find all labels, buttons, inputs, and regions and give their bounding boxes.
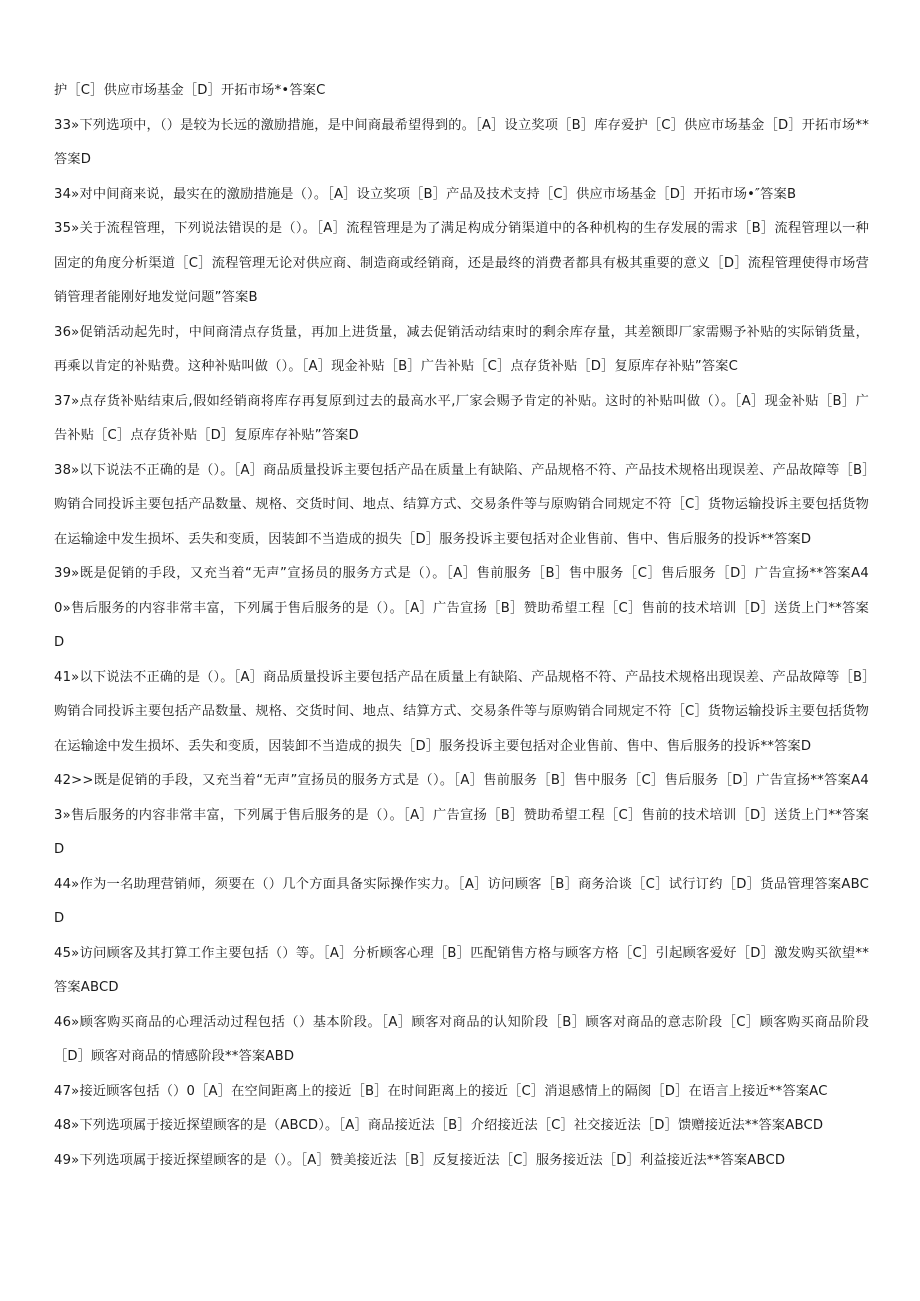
question-paragraph: 42>>既是促销的手段，又充当着“无声”宣扬员的服务方式是（）。［A］售前服务［B］售中服务［C］售后服务［D］广告宣扬**答案A43»售后服务的内容非常丰富，下列属于售后服务的是（）。［A］广告宣扬［B］赞助希望工程［C］售前的技术培训［D］送货上门**答案D (54, 773, 869, 857)
question-paragraph: 48»下列选项属于接近探望顾客的是（ABCD）。［A］商品接近法［B］介绍接近法［C］社交接近法［D］馈赠接近法**答案ABCD (54, 1118, 824, 1133)
question-list (54, 74, 869, 1178)
question-paragraph: 49»下列选项属于接近探望顾客的是（）。［A］赞美接近法［B］反复接近法［C］服务接近法［D］利益接近法**答案ABCD (54, 1152, 786, 1168)
question-paragraph: 46»顾客购买商品的心理活动过程包括（）基本阶段。［A］顾客对商品的认知阶段［B］顾客对商品的意志阶段［C］顾客购买商品阶段［D］顾客对商品的情感阶段**答案ABD (54, 1014, 869, 1064)
question-paragraph: 44»作为一名助理营销师，须要在（）几个方面具备实际操作实力。［A］访问顾客［B］商务洽谈［C］试行订约［D］货品管理答案ABCD (54, 876, 869, 926)
question-paragraph: 39»既是促销的手段，又充当着“无声”宣扬员的服务方式是（）。［A］售前服务［B］售中服务［C］售后服务［D］广告宣扬**答案A40»售后服务的内容非常丰富，下列属于售后服务的是（）。［A］广告宣扬［B］赞助希望工程［C］售前的技术培训［D］送货上门**答案D (54, 566, 869, 650)
question-paragraph: 47»接近顾客包括（）0［A］在空间距离上的接近［B］在时间距离上的接近［C］消退感情上的隔阂［D］在语言上接近**答案AC (54, 1083, 828, 1099)
question-paragraph: 41»以下说法不正确的是（）。［A］商品质量投诉主要包括产品在质量上有缺陷、产品规格不符、产品技术规格出现误差、产品故障等［B］购销合同投诉主要包括产品数量、规格、交货时间、地点、结算方式、交易条件等与原购销合同规定不符［C］货物运输投诉主要包括货物在运输途中发生损坏、丢失和变质，因装卸不当造成的损失［D］服务投诉主要包括对企业售前、售中、售后服务的投诉**答案D (54, 669, 869, 754)
question-paragraph: 45»访问顾客及其打算工作主要包括（）等。［A］分析顾客心理［B］匹配销售方格与顾客方格［C］引起顾客爱好［D］激发购买欲望**答案ABCD (54, 945, 869, 995)
question-paragraph: 38»以下说法不正确的是（）。［A］商品质量投诉主要包括产品在质量上有缺陷、产品规格不符、产品技术规格出现误差、产品故障等［B］购销合同投诉主要包括产品数量、规格、交货时间、地点、结算方式、交易条件等与原购销合同规定不符［C］货物运输投诉主要包括货物在运输途中发生损坏、丢失和变质，因装卸不当造成的损失［D］服务投诉主要包括对企业售前、售中、售后服务的投诉**答案D (54, 462, 869, 547)
question-paragraph: 34»对中间商来说，最实在的激励措施是（）。［A］设立奖项［B］产品及技术支持［C］供应市场基金［D］开拓市场•″答案B (54, 186, 797, 202)
question-paragraph: 35»关于流程管理，下列说法错误的是（）。［A］流程管理是为了满足构成分销渠道中的各种机构的生存发展的需求［B］流程管理以一种固定的角度分析渠道［C］流程管理无论对供应商、制造商或经销商，还是最终的消费者都具有极其重要的意义［D］流程管理使得市场营销管理者能刚好地发觉问题”答案B (54, 221, 869, 305)
question-paragraph: 护［C］供应市场基金［D］开拓市场*•答案C (54, 83, 326, 98)
question-paragraph: 36»促销活动起先时，中间商清点存货量，再加上进货量，减去促销活动结束时的剩余库存量，其差额即厂家需赐予补贴的实际销货量，再乘以肯定的补贴费。这种补贴叫做（）。［A］现金补贴［B］广告补贴［C］点存货补贴［D］复原库存补贴”答案C (54, 324, 869, 374)
question-paragraph: 33»下列选项中，（）是较为长远的激励措施，是中间商最希望得到的。［A］设立奖项［B］库存爱护［C］供应市场基金［D］开拓市场**答案D (54, 117, 869, 167)
question-paragraph: 37»点存货补贴结束后,假如经销商将库存再复原到过去的最高水平,厂家会赐予肯定的补贴。这时的补贴叫做（）。［A］现金补贴［B］广告补贴［C］点存货补贴［D］复原库存补贴”答案D (54, 393, 869, 443)
